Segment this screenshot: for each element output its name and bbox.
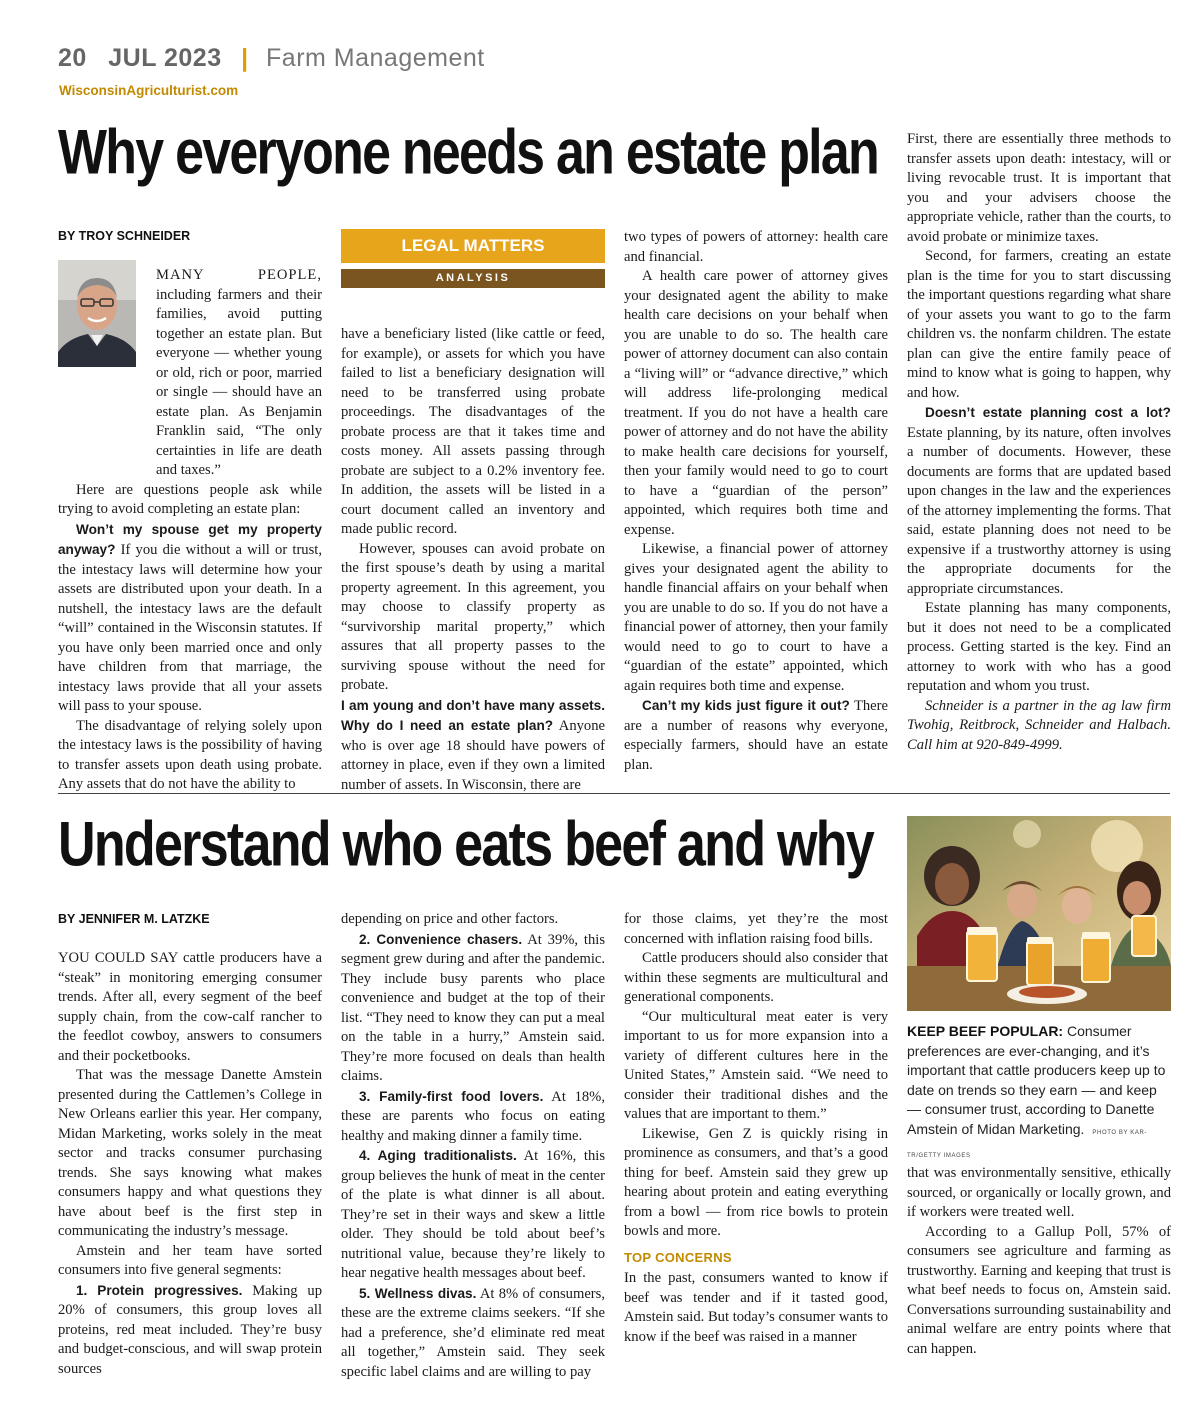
- article1-column-4: [907, 130, 1171, 755]
- issue-date: JUL 2023: [108, 44, 222, 72]
- article1-paragraph: Estate planning, by its nature, often involves a number of documents. However, these documents are forms that are updated based upon changes in the law and the experiences of the attorney implementing the forms. That said, estate planning does not need to be expensive if a trustworthy attorney is using the appropriate documents for the appropriate circumstances.: [907, 424, 1171, 597]
- article1-paragraph: However, spouses can avoid probate on the first spouse’s death by using a marital property agreement. In this agreement, you may choose to classify property as “survivorship marital property,” which assures that all property passes to the surviving spouse without the need for probate.: [341, 540, 605, 693]
- article2-byline: BY JENNIFER M. LATZKE: [58, 912, 210, 926]
- page-folio: [58, 44, 485, 73]
- badge-title: LEGAL MATTERS: [341, 229, 605, 263]
- article1-paragraph: First, there are essentially three methods to transfer assets upon death: intestacy, will or living revocable trust. It is important that you and your advisers choose the appropriate vehicle, rather than the courts, to avoid probate or minimize taxes.: [907, 131, 1171, 245]
- article2-paragraph: YOU COULD SAY cattle producers have a “steak” in monitoring emerging consumer trends. After all, every segment of the beef supply chain, from the cow-calf rancher to the feedlot cowboy, answers to consumers and their pocketbooks.: [58, 950, 322, 1064]
- article1-column-3: [624, 228, 888, 775]
- article2-paragraph: At 8% of consumers, these are the extreme claims seekers. “If she had a preference, she’d eliminate red meat all together,” Amstein said. They seek specific label claims and are willing to pay: [341, 1285, 605, 1380]
- article1-paragraph: There are a number of reasons why everyone, especially farmers, should have an estate plan.: [624, 698, 888, 773]
- article1-question-2: I am young and don’t have many assets. Why do I need an estate plan?: [341, 697, 605, 733]
- article1-headline: Why everyone needs an estate plan: [58, 117, 878, 188]
- folio-separator: |: [241, 44, 249, 72]
- author-signoff: Schneider is a partner in the ag law firm Twohig, Reitbrock, Schneider and Halbach. Call him at 920-849-4999.: [907, 697, 1171, 753]
- article1-paragraph: Estate planning has many components, but it does not need to be a complicated process. Getting started is the key. Find an attorney to work with who has a good reputation and whom you trust.: [907, 600, 1171, 694]
- article2-paragraph: At 18%, these are parents who focus on eating healthy and making dinner a family time.: [341, 1088, 605, 1144]
- article1-byline: BY TROY SCHNEIDER: [58, 229, 191, 243]
- article1-paragraph: If you die without a will or trust, the intestacy laws will determine how your assets are distributed upon your death. In a nutshell, the intestacy laws are the default “will” contained in the Wisconsin statutes. If you have only been married once and only have children from that marriage, the intestacy laws provide that all your assets will pass to your spouse.: [58, 542, 322, 714]
- article2-paragraph: That was the message Danette Amstein presented during the Cattlemen’s College in New Orleans earlier this year. Her company, Midan Marketing, works solely in the meat sector and tracks consumer purchasing trends. She says knowing what makes consumers happy and what questions they have about beef is the first step in communicating the industry’s message.: [58, 1067, 322, 1239]
- article1-column-1: [58, 266, 322, 795]
- article2-paragraph: Likewise, Gen Z is quickly rising in prominence as consumers, and that’s a good thing for beef. Amstein said they grew up hearing about protein and eating everything from a bowl — from rice bowls to protein bowls and more.: [624, 1125, 888, 1239]
- article2-paragraph: At 16%, this group believes the hunk of meat in the center of the plate is what dinner is all about. They’re set in their ways and skew a little older. They should be told about beef’s nutritional value, because they’re likely to hear negative health messages about beef.: [341, 1148, 606, 1281]
- article2-paragraph: for those claims, yet they’re the most concerned with inflation raising food bills.: [624, 911, 888, 947]
- segment-wellness-divas: 5. Wellness divas.: [359, 1285, 477, 1301]
- article2-headline: Understand who eats beef and why: [58, 809, 873, 880]
- section-name: Farm Management: [266, 44, 485, 72]
- consumers-eating-photo: [907, 816, 1171, 1011]
- article2-paragraph: that was environmentally sensitive, ethically sourced, or organically or locally grown, and if workers were treated well.: [907, 1165, 1171, 1220]
- article1-paragraph: Second, for farmers, creating an estate plan is the time for you to start discussing the important questions regarding what share of your assets you want to go to the farm children vs. the nonfarm children. The estate plan can give the entire family peace of mind to know what is going to happen, why and how.: [907, 248, 1171, 401]
- legal-matters-badge: [341, 229, 605, 288]
- segment-aging-traditionalists: 4. Aging traditionalists.: [359, 1148, 517, 1163]
- article1-lead-in: MANY PEOPLE,: [156, 267, 322, 283]
- badge-subtitle: ANALYSIS: [341, 269, 605, 288]
- article1-question-1: Won’t my spouse get my property anyway?: [58, 521, 322, 557]
- article1-paragraph: have a beneficiary listed (like cattle or feed, for example), or assets for which you have failed to list a beneficiary designation will need to be transferred using probate proceedings. The disadvantages of the probate process are that it takes time and costs money. All assets passing through probate are subject to a 0.2% inventory fee. In addition, the assets will be listed in a court document called an inventory and made public record.: [341, 326, 605, 537]
- article1-paragraph: two types of powers of attorney: health care and financial.: [624, 229, 888, 265]
- article1-question-4: Doesn’t estate planning cost a lot?: [925, 405, 1171, 420]
- article1-paragraph: including farmers and their families, avoid putting together an estate plan. But everyone — whether young or old, rich or poor, married or single — should have an estate plan. As Benjamin Franklin said, “The only certainties in life are death and taxes.”: [156, 286, 322, 478]
- photo-credit: PHOTO BY KAR-TR/GETTY IMAGES: [907, 1129, 1147, 1159]
- article1-column-2: [341, 325, 605, 795]
- article1-paragraph: The disadvantage of relying solely upon the intestacy laws is the possibility of having to transfer assets upon death using probate. Any assets that do not have the ability to: [58, 717, 322, 792]
- segment-protein-progressives: 1. Protein progressives.: [76, 1282, 243, 1298]
- article2-paragraph: Making up 20% of consumers, this group loves all proteins, red meat included. They’re busy and budget-conscious, and will swap protein sources: [58, 1282, 322, 1377]
- article2-paragraph: depending on price and other factors.: [341, 911, 559, 927]
- article1-paragraph: Here are questions people ask while trying to avoid completing an estate plan:: [58, 481, 322, 517]
- article1-paragraph: A health care power of attorney gives your designated agent the ability to make health care decisions on your behalf when you are unable to do so. The health care power of attorney document can also contain a “living will” or “advance directive,” which will address life-prolonging medical treatment. If you do not have a health care power of attorney and do not have the ability to make health care decisions for yourself, then your family would need to go to court to have a “guardian of the person” appointed, which requires both time and expense.: [624, 268, 888, 538]
- caption-text: Consumer preferences are ever-changing, and it’s important that cattle producers keep up to date on trends so they earn — and keep — consumer trust, according to Danette Amstein of Midan Marketing.: [907, 1023, 1166, 1137]
- article2-column-1: [58, 949, 322, 1379]
- article2-column-2: [341, 910, 605, 1382]
- article2-paragraph: Amstein and her team have sorted consumers into five general segments:: [58, 1242, 322, 1278]
- website-link[interactable]: WisconsinAgriculturist.com: [59, 83, 239, 98]
- page-number: 20: [58, 44, 87, 72]
- article2-paragraph: At 39%, this segment grew during and after the pandemic. They include busy parents who place convenience and budget at the top of their list. “They need to know they can put a meal on the table in a hurry,” Amstein said. They’re more focused on deals than health claims.: [341, 931, 606, 1084]
- article2-paragraph: According to a Gallup Poll, 57% of consumers see agriculture and farming as trustworthy. Earning and keeping that trust is what beef needs to focus on, Amstein said. Conversations surrounding sustainability and animal welfare are entry points where that can happen.: [907, 1223, 1171, 1357]
- article2-paragraph: In the past, consumers wanted to know if beef was tender and if it tasted good, Amstein said. But today’s consumer wants to know if the beef was raised in a manner: [624, 1270, 888, 1345]
- article2-column-3: [624, 910, 888, 1347]
- article1-paragraph: Likewise, a financial power of attorney gives your designated agent the ability to handle financial affairs on your behalf when you are unable to do so. If you do not have a financial power of attorney, then your family would need to go to court to have a “guardian of the estate” appointed, which again requires both time and expense.: [624, 541, 888, 694]
- subhead-top-concerns: TOP CONCERNS: [624, 1249, 732, 1265]
- photo-caption: [907, 1022, 1171, 1167]
- caption-label: KEEP BEEF POPULAR:: [907, 1023, 1064, 1039]
- article2-column-4: [907, 1164, 1171, 1359]
- article2-paragraph: “Our multicultural meat eater is very important to us for more expansion into a variety of different cultures here in the United States,” Amstein said. “We need to consider their traditional dishes and the values that are important to them.”: [624, 1008, 888, 1122]
- article2-paragraph: Cattle producers should also consider that within these segments are multicultural and generational components.: [624, 950, 888, 1005]
- segment-family-first: 3. Family-first food lovers.: [359, 1088, 544, 1104]
- article1-question-3: Can’t my kids just figure it out?: [642, 698, 850, 713]
- article1-paragraph: Anyone who is over age 18 should have powers of attorney in place, even if they own a limited number of assets. In Wisconsin, there are: [341, 718, 606, 793]
- article-divider: [58, 793, 1170, 794]
- segment-convenience-chasers: 2. Convenience chasers.: [359, 931, 523, 947]
